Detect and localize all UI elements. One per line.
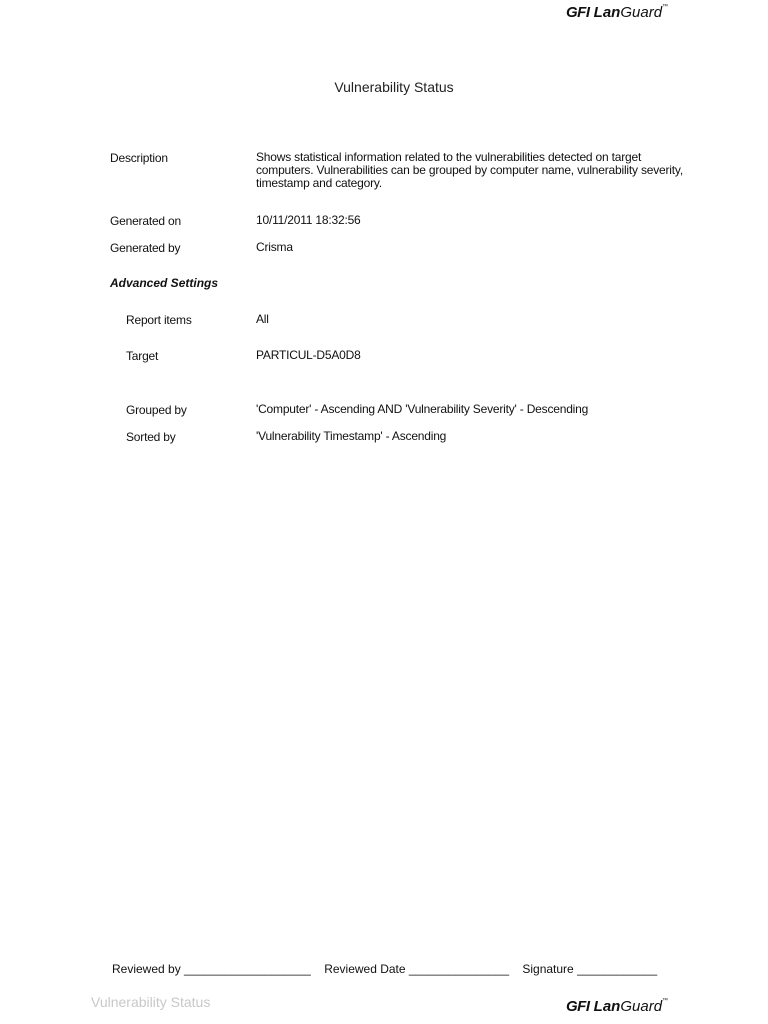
review-signature-line <box>112 962 667 976</box>
generated-by-value: Crisma <box>256 240 293 254</box>
next-page-title: Vulnerability Status <box>91 994 211 1010</box>
reviewed-by-field: Reviewed by ___________________ <box>112 962 311 976</box>
advanced-settings-heading: Advanced Settings <box>110 276 219 290</box>
logo-guard-text: Guard <box>620 998 663 1015</box>
logo-guard-text: Guard <box>620 4 663 21</box>
logo-lan-text: Lan <box>593 998 621 1015</box>
report-items-value: All <box>256 312 269 326</box>
target-value: PARTICUL-D5A0D8 <box>256 348 361 362</box>
gfi-languard-logo-bottom <box>566 999 668 1014</box>
logo-trademark: ™ <box>662 4 669 10</box>
logo-gfi-text: GFI <box>566 4 590 21</box>
sorted-by-value: 'Vulnerability Timestamp' - Ascending <box>256 429 447 443</box>
description-label: Description <box>110 151 168 165</box>
target-label: Target <box>126 349 159 363</box>
generated-on-value: 10/11/2011 18:32:56 <box>256 213 361 227</box>
signature-field: Signature ____________ <box>522 962 658 976</box>
report-items-label: Report items <box>126 313 192 327</box>
reviewed-date-field: Reviewed Date _______________ <box>324 962 510 976</box>
logo-gfi-text: GFI <box>566 998 590 1015</box>
report-title: Vulnerability Status <box>334 79 454 95</box>
logo-trademark: ™ <box>662 998 669 1004</box>
gfi-languard-logo <box>566 5 668 20</box>
generated-by-label: Generated by <box>110 241 181 255</box>
sorted-by-label: Sorted by <box>126 430 176 444</box>
grouped-by-label: Grouped by <box>126 403 187 417</box>
generated-on-label: Generated on <box>110 214 181 228</box>
description-value: Shows statistical information related to the vulnerabilities detected on target computers. Vulnerabilities can be grouped by computer name, vulnerability severity, timestamp and category. <box>256 150 683 190</box>
grouped-by-value: 'Computer' - Ascending AND 'Vulnerability Severity' - Descending <box>256 402 589 416</box>
logo-lan-text: Lan <box>593 4 621 21</box>
